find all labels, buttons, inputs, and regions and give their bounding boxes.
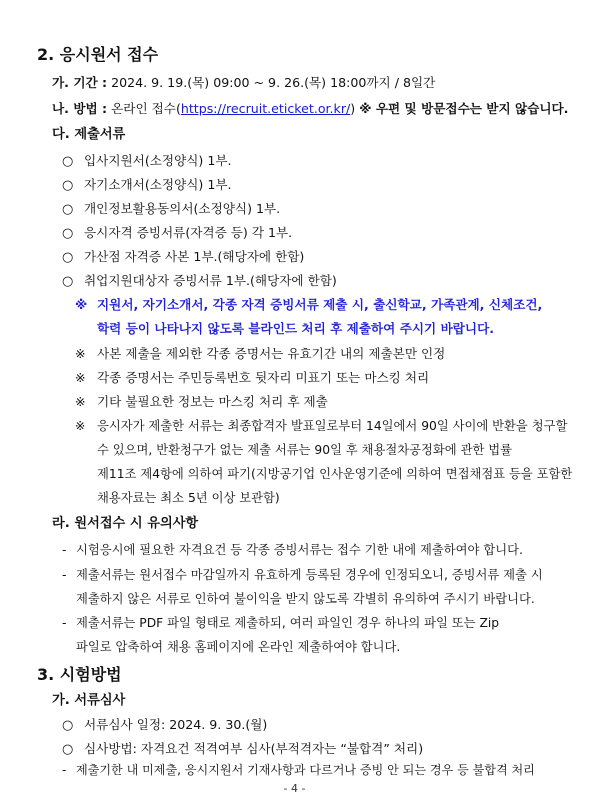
dash-bullet-icon: -: [62, 568, 67, 582]
recruit-link[interactable]: https://recruit.eticket.or.kr/: [180, 101, 351, 116]
method-text-after: ): [350, 101, 356, 116]
section-heading: 2. 응시원서 접수: [37, 45, 159, 64]
circle-bullet-icon: ○: [62, 742, 74, 757]
caution-continuation: 제출하지 않은 서류로 인하여 불이익을 받지 않도록 각별히 유의하여 주시기 바랍니다.: [76, 592, 535, 606]
list-item: [62, 248, 304, 267]
dash-item-text: 제출기한 내 미제출, 응시지원서 기재사항과 다르거나 증빙 안 되는 경우 등 불합격 처리: [76, 763, 535, 777]
list-item: ○ 서류심사 일정: 2024. 9. 30.(월): [62, 717, 268, 733]
caution-item: - 시험응시에 필요한 자격요건 등 각종 증빙서류는 접수 기한 내에 제출하여야 합니다.: [62, 543, 523, 557]
circle-bullet-icon: ○: [62, 250, 74, 265]
note-item: ※ 기타 불필요한 정보는 마스킹 처리 후 제출: [75, 394, 328, 409]
circle-bullet-icon: ○: [62, 178, 74, 193]
circle-bullet-icon: ○: [62, 154, 74, 169]
dash-bullet-icon: -: [62, 616, 67, 630]
reference-mark-icon: ※: [75, 346, 86, 361]
method-label: 나. 방법 :: [52, 101, 108, 116]
blind-notice-line2: 학력 등이 나타나지 않도록 블라인드 처리 후 제출하여 주시기 바랍니다.: [97, 321, 495, 336]
list-item: [62, 224, 292, 243]
circle-bullet-icon: ○: [62, 202, 74, 217]
method-text-before: 온라인 접수(: [111, 101, 181, 116]
blind-notice-line1: ※ 지원서, 자기소개서, 각종 자격 증빙서류 제출 시, 출신학교, 가족관계, 신체조건,: [75, 297, 543, 312]
method-note: ※ 우편 및 방문접수는 받지 않습니다.: [359, 101, 569, 116]
caution-item: - 제출서류는 원서접수 마감일까지 유효하게 등록된 경우에 인정되오니, 증빙서류 제출 시: [62, 568, 543, 582]
reference-mark-icon: ※: [75, 297, 88, 312]
list-item: [62, 200, 280, 219]
period-text: 2024. 9. 19.(목) 09:00 ~ 9. 26.(목) 18:00까지 / 8일간: [111, 75, 436, 90]
list-item-text: 입사지원서(소정양식) 1부.: [84, 153, 232, 168]
page-number: - 4 -: [283, 782, 306, 795]
circle-bullet-icon: ○: [62, 718, 74, 733]
list-item-text: 자기소개서(소정양식) 1부.: [84, 177, 232, 192]
reference-mark-icon: ※: [75, 419, 86, 433]
section-heading: 3. 시험방법: [37, 665, 122, 684]
caution-continuation: 파일로 압축하여 채용 홈페이지에 온라인 제출하여야 합니다.: [76, 640, 401, 654]
note-continuation: 채용자료는 최소 5년 이상 보관함): [97, 491, 280, 505]
list-item: [62, 740, 423, 759]
cautions-label: 라. 원서접수 시 유의사항: [52, 516, 199, 531]
caution-item: - 제출서류는 PDF 파일 형태로 제출하되, 여러 파일인 경우 하나의 파일 또는 Zip: [62, 616, 500, 630]
circle-bullet-icon: ○: [62, 226, 74, 241]
note-item: ※ 사본 제출을 제외한 각종 증명서는 유효기간 내의 제출본만 인정: [75, 346, 446, 361]
list-item-text: 취업지원대상자 증빙서류 1부.(해당자에 한함): [84, 273, 337, 288]
period-row: [52, 74, 435, 92]
method-row: [52, 100, 568, 118]
dash-bullet-icon: -: [62, 543, 67, 557]
dash-bullet-icon: -: [62, 763, 67, 777]
note-item: ※ 응시자가 제출한 서류는 최종합격자 발표일로부터 14일에서 90일 사이에 반환을 청구할: [75, 419, 568, 433]
list-item-text: 응시자격 증빙서류(자격증 등) 각 1부.: [84, 225, 293, 240]
list-item-text: 심사방법: 자격요건 적격여부 심사(부적격자는 “불합격” 처리): [84, 741, 424, 756]
circle-bullet-icon: ○: [62, 274, 74, 289]
list-item: [62, 152, 232, 171]
list-item-text: 개인정보활용동의서(소정양식) 1부.: [84, 201, 281, 216]
list-item: [62, 272, 337, 291]
note-item: ※ 각종 증명서는 주민등록번호 뒷자리 미표기 또는 마스킹 처리: [75, 370, 430, 385]
period-label: 가. 기간 :: [52, 75, 108, 90]
list-item-text: 가산점 자격증 사본 1부.(해당자에 한함): [84, 249, 305, 264]
list-item: [62, 761, 535, 779]
documents-label: 다. 제출서류: [52, 127, 126, 142]
reference-mark-icon: ※: [75, 394, 86, 409]
note-continuation: 제11조 제4항에 의하여 파기(지방공기업 인사운영기준에 의하여 면접채점표 등을 포함한: [97, 467, 573, 481]
document-review-label: 가. 서류심사: [52, 693, 126, 708]
list-item: [62, 176, 232, 195]
note-continuation: 수 있으며, 반환청구가 없는 제출 서류는 90일 후 채용절차공정화에 관한 법률: [97, 443, 513, 457]
reference-mark-icon: ※: [75, 370, 86, 385]
